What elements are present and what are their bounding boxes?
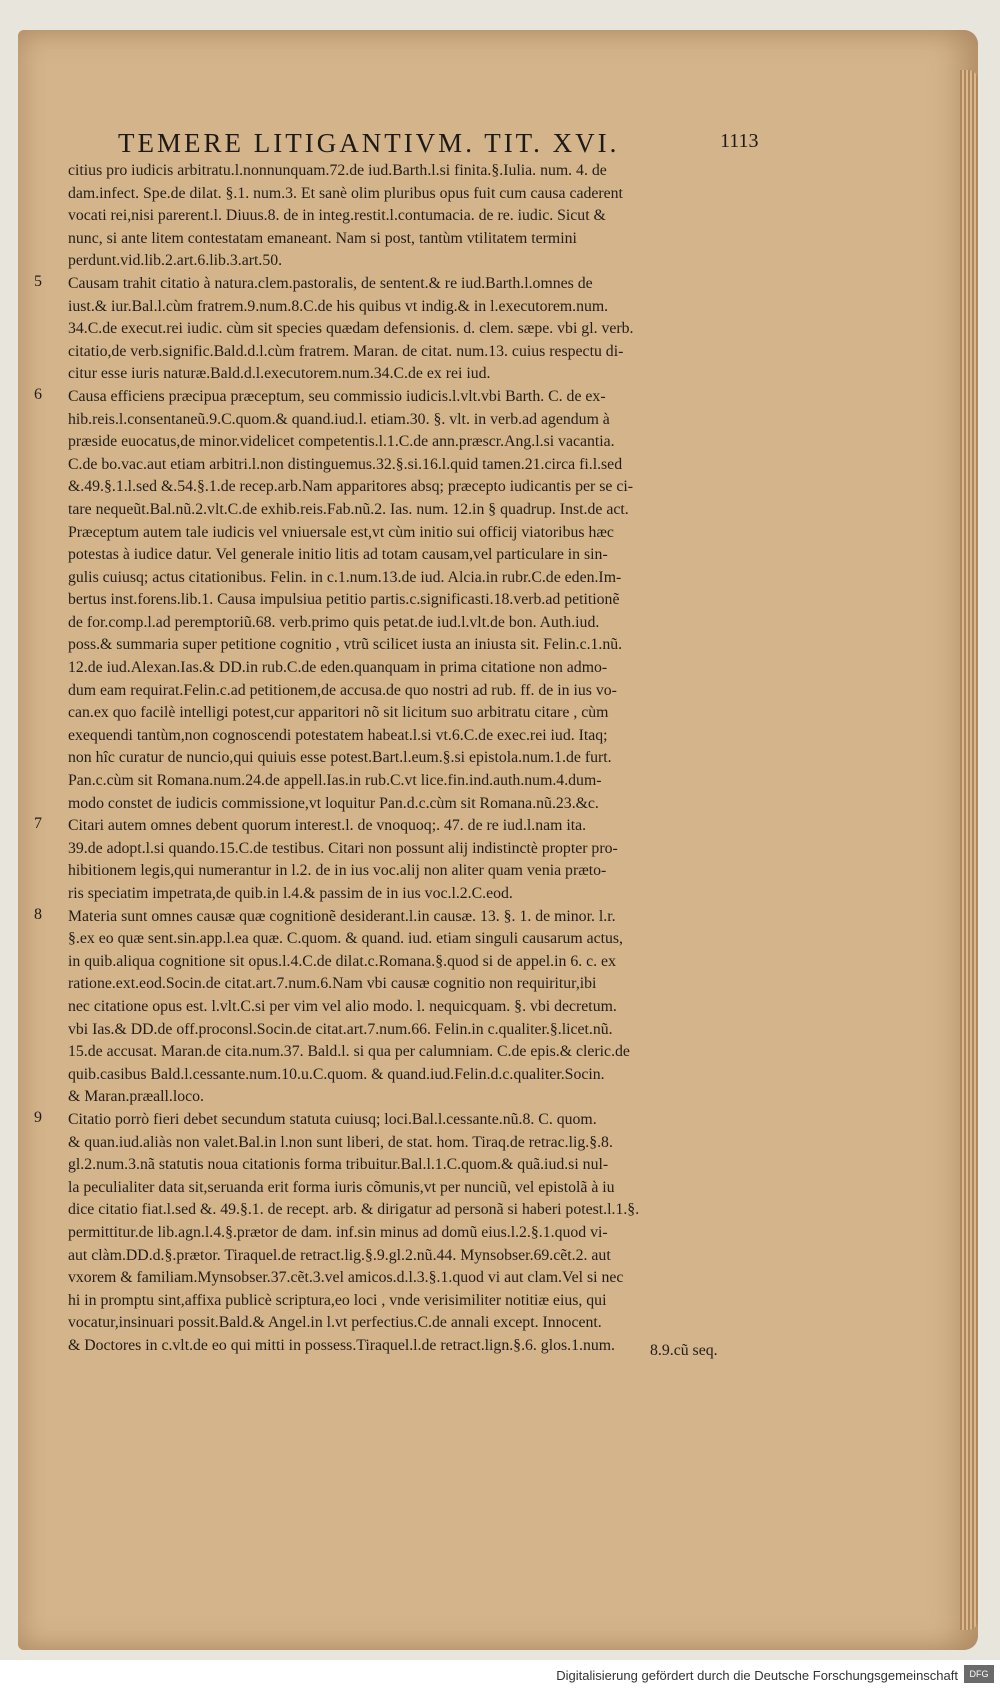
text-line: ratione.ext.eod.Socin.de citat.art.7.num.6.Nam vbi causæ cognitio non requiritur,ibi: [68, 975, 597, 993]
text-line: gulis cuiusq; actus citationibus. Felin. in c.1.num.13.de iud. Alcia.in rubr.C.de eden.Im-: [68, 568, 622, 586]
text-line: perdunt.vid.lib.2.art.6.lib.3.art.50.: [68, 252, 283, 270]
text-line: in quib.aliqua cognitione sit opus.l.4.C.de dilat.c.Romana.§.quod si de appel.in 6. c. ex: [68, 952, 616, 970]
text-line: hibitionem legis,qui numerantur in l.2. de in ius voc.alij non aliter quam venia præto-: [68, 862, 607, 880]
text-line: præside euocatus,de minor.videlicet competentis.l.1.C.de ann.præscr.Ang.l.si vacantia.: [68, 433, 615, 451]
section-number: 6: [34, 386, 42, 403]
text-line: & Maran.præall.loco.: [68, 1088, 204, 1106]
text-line: potestas à iudice datur. Vel generale initio litis ad totam causam,vel particulare in sin-: [68, 546, 608, 564]
text-line: Causa efficiens præcipua præceptum, seu commissio iudicis.l.vlt.vbi Barth. C. de ex-: [68, 387, 606, 405]
text-line: tare nequeũt.Bal.nũ.2.vlt.C.de exhib.reis.Fab.nũ.2. Ias. num. 12.in § quadrup. Inst.de act.: [68, 500, 629, 518]
text-line: Materia sunt omnes causæ quæ cognitionẽ desiderant.l.in causæ. 13. §. 1. de minor. l.r.: [68, 907, 616, 925]
section-number: 7: [34, 815, 42, 833]
text-line: de for.comp.l.ad peremptoriũ.68. verb.primo quis petat.de iud.l.vlt.de bon. Auth.iud.: [68, 613, 600, 631]
text-line: ris speciatim impetrata,de quib.in l.4.& passim de in ius voc.l.2.C.eod.: [68, 885, 513, 902]
text-line: citius pro iudicis arbitratu.l.nonnunquam.72.de iud.Barth.l.si finita.§.Iulia. num. 4. de: [68, 162, 607, 179]
text-line: Causam trahit citatio à natura.clem.pastoralis, de sentent.& re iud.Barth.l.omnes de: [68, 274, 593, 292]
text-line: non hîc curatur de nuncio,qui quiuis esse potest.Bart.l.eum.§.si epistola.num.1.de furt.: [68, 749, 612, 767]
text-line: 12.de iud.Alexan.Ias.& DD.in rub.C.de eden.quanquam in prima citatione non admo-: [68, 659, 608, 677]
text-line: can.ex quo facilè intelligi potest,cur apparitori nõ sit licitum suo arbitratu citare , cùm: [68, 704, 609, 722]
text-line: vocati rei,nisi parerent.l. Diuus.8. de in integ.restit.l.contumacia. de re. iudic. Sicut &: [68, 207, 606, 225]
text-line: hi in promptu sint,affixa publicè scriptura,eo loci , vnde verisimiliter notitiæ eius, qui: [68, 1291, 607, 1309]
text-line: 39.de adopt.l.si quando.15.C.de testibus. Citari non possunt alij indistinctè propter pro-: [68, 839, 618, 857]
text-line: citatio,de verb.signific.Bald.d.l.cùm fratrem. Maran. de citat. num.13. cuius respectu di-: [68, 342, 624, 360]
catchword: 8.9.cũ seq.: [650, 1342, 718, 1359]
running-title: TEMERE LITIGANTIVM. TIT. XVI.: [118, 128, 620, 158]
text-line: hib.reis.l.consentaneũ.9.C.quom.& quand.iud.l. etiam.30. §. vlt. in verb.ad agendum à: [68, 410, 610, 428]
text-line: C.de bo.vac.aut etiam arbitri.l.non distinguemus.32.§.si.16.l.quid tamen.21.circa fi.l.sed: [68, 455, 623, 473]
text-line: 15.de accusat. Maran.de cita.num.37. Bald.l. si qua per calumniam. C.de epis.& cleric.de: [68, 1043, 630, 1061]
text-line: Pan.c.cùm sit Romana.num.24.de appell.Ias.in rub.C.vt lice.fin.ind.auth.num.4.dum-: [68, 772, 602, 790]
text-line: quib.casibus Bald.l.cessante.num.10.u.C.quom. & quand.iud.Felin.d.c.qualiter.Socin.: [68, 1065, 605, 1083]
text-line: Citatio porrò fieri debet secundum statuta cuiusq; loci.Bal.l.cessante.nũ.8. C. quom.: [68, 1110, 597, 1128]
text-line: modo constet de iudicis commissione,vt loquitur Pan.d.c.cùm sit Romana.nũ.23.&c.: [68, 794, 599, 812]
text-line: poss.& summaria super petitione cognitio , vtrũ scilicet iusta an iniusta sit. Felin.c.1.nũ.: [68, 636, 623, 654]
text-line: vocatur,insinuari possit.Bald.& Angel.in l.vt perfectius.C.de annali except. Innocent.: [68, 1314, 602, 1332]
text-line: dice citatio fiat.l.sed &. 49.§.1. de recept. arb. & dirigatur ad personã si haberi potest.l.1.§.: [68, 1201, 640, 1219]
text-line: & Doctores in c.vlt.de eo qui mitti in possess.Tiraquel.l.de retract.lign.§.6. glos.1.num.: [68, 1336, 615, 1354]
text-line: & quan.iud.aliàs non valet.Bal.in l.non sunt liberi, de stat. hom. Tiraq.de retrac.lig.§.8.: [68, 1133, 613, 1151]
text-line: Citari autem omnes debent quorum interest.l. de vnoquoq;. 47. de re iud.l.nam ita.: [68, 817, 587, 835]
page-edge: [960, 70, 978, 1630]
text-line: 34.C.de execut.rei iudic. cùm sit species quædam defensionis. d. clem. sæpe. vbi gl. verb.: [68, 320, 634, 338]
section-number: 8: [34, 905, 42, 923]
footer-bar: [0, 1662, 1000, 1692]
text-line: nunc, si ante litem contestatam emaneant. Nam si post, tantùm vtilitatem termini: [68, 229, 577, 247]
text-line: la peculialiter data sit,seruanda erit forma iuris cõmunis,vt per nunciũ, vel epistolã à iu: [68, 1178, 615, 1196]
text-line: iust.& iur.Bal.l.cùm fratrem.9.num.8.C.de his quibus vt indig.& in l.executorem.num.: [68, 297, 609, 315]
text-line: nec citatione opus est. l.vlt.C.si per vim vel alio modo. l. nequicquam. §. vbi decretum.: [68, 997, 617, 1015]
text-line: dam.infect. Spe.de dilat. §.1. num.3. Et sanè olim pluribus opus fuit cum causa caderent: [68, 184, 623, 202]
text-line: §.ex eo quæ sent.sin.app.l.ea quæ. C.quom. & quand. iud. etiam singuli causarum actus,: [68, 930, 623, 948]
footer-credit: Digitalisierung gefördert durch die Deutsche Forschungsgemeinschaft: [556, 1668, 958, 1683]
text-line: permittitur.de lib.agn.l.4.§.prætor de dam. inf.sin minus ad domũ eius.l.2.§.1.quod vi-: [68, 1223, 608, 1241]
dfg-logo-icon: DFG: [964, 1665, 994, 1683]
text-line: citur esse iuris naturæ.Bald.d.l.executorem.num.34.C.de ex rei iud.: [68, 365, 491, 383]
section-number: 9: [34, 1109, 42, 1127]
text-line: vbi Ias.& DD.de off.proconsl.Socin.de citat.art.7.num.66. Felin.in c.qualiter.§.licet.nũ.: [68, 1020, 613, 1038]
text-line: Præceptum autem tale iudicis vel vniuersale est,vt cùm initio sui officij viatoribus hæc: [68, 523, 614, 541]
text-line: exequendi tantùm,non cognoscendi potestatem habeat.l.si vt.6.C.de exec.rei iud. Itaq;: [68, 726, 608, 744]
text-line: vxorem & familiam.Mynsobser.37.cẽt.3.vel amicos.d.l.3.§.1.quod vi aut clam.Vel si nec: [68, 1269, 624, 1287]
section-number: 5: [34, 273, 42, 290]
body-text: [68, 160, 743, 1357]
text-line: aut clàm.DD.d.§.prætor. Tiraquel.de retract.lig.§.9.gl.2.nũ.44. Mynsobser.69.cẽt.2. aut: [68, 1246, 611, 1264]
folio-number: 1113: [720, 130, 759, 152]
text-line: dum eam requirat.Felin.c.ad petitionem,de accusa.de quo nostri ad rub. ff. de in ius vo-: [68, 681, 617, 699]
text-line: bertus inst.forens.lib.1. Causa impulsiua petitio partis.c.significasti.18.verb.ad petitionẽ: [68, 591, 620, 609]
text-line: &.49.§.1.l.sed &.54.§.1.de recep.arb.Nam apparitores absq; præcepto iudicantis per se ci-: [68, 478, 634, 496]
text-line: gl.2.num.3.nã statutis noua citationis forma tribuitur.Bal.l.1.C.quom.& quã.iud.si nul-: [68, 1156, 609, 1174]
